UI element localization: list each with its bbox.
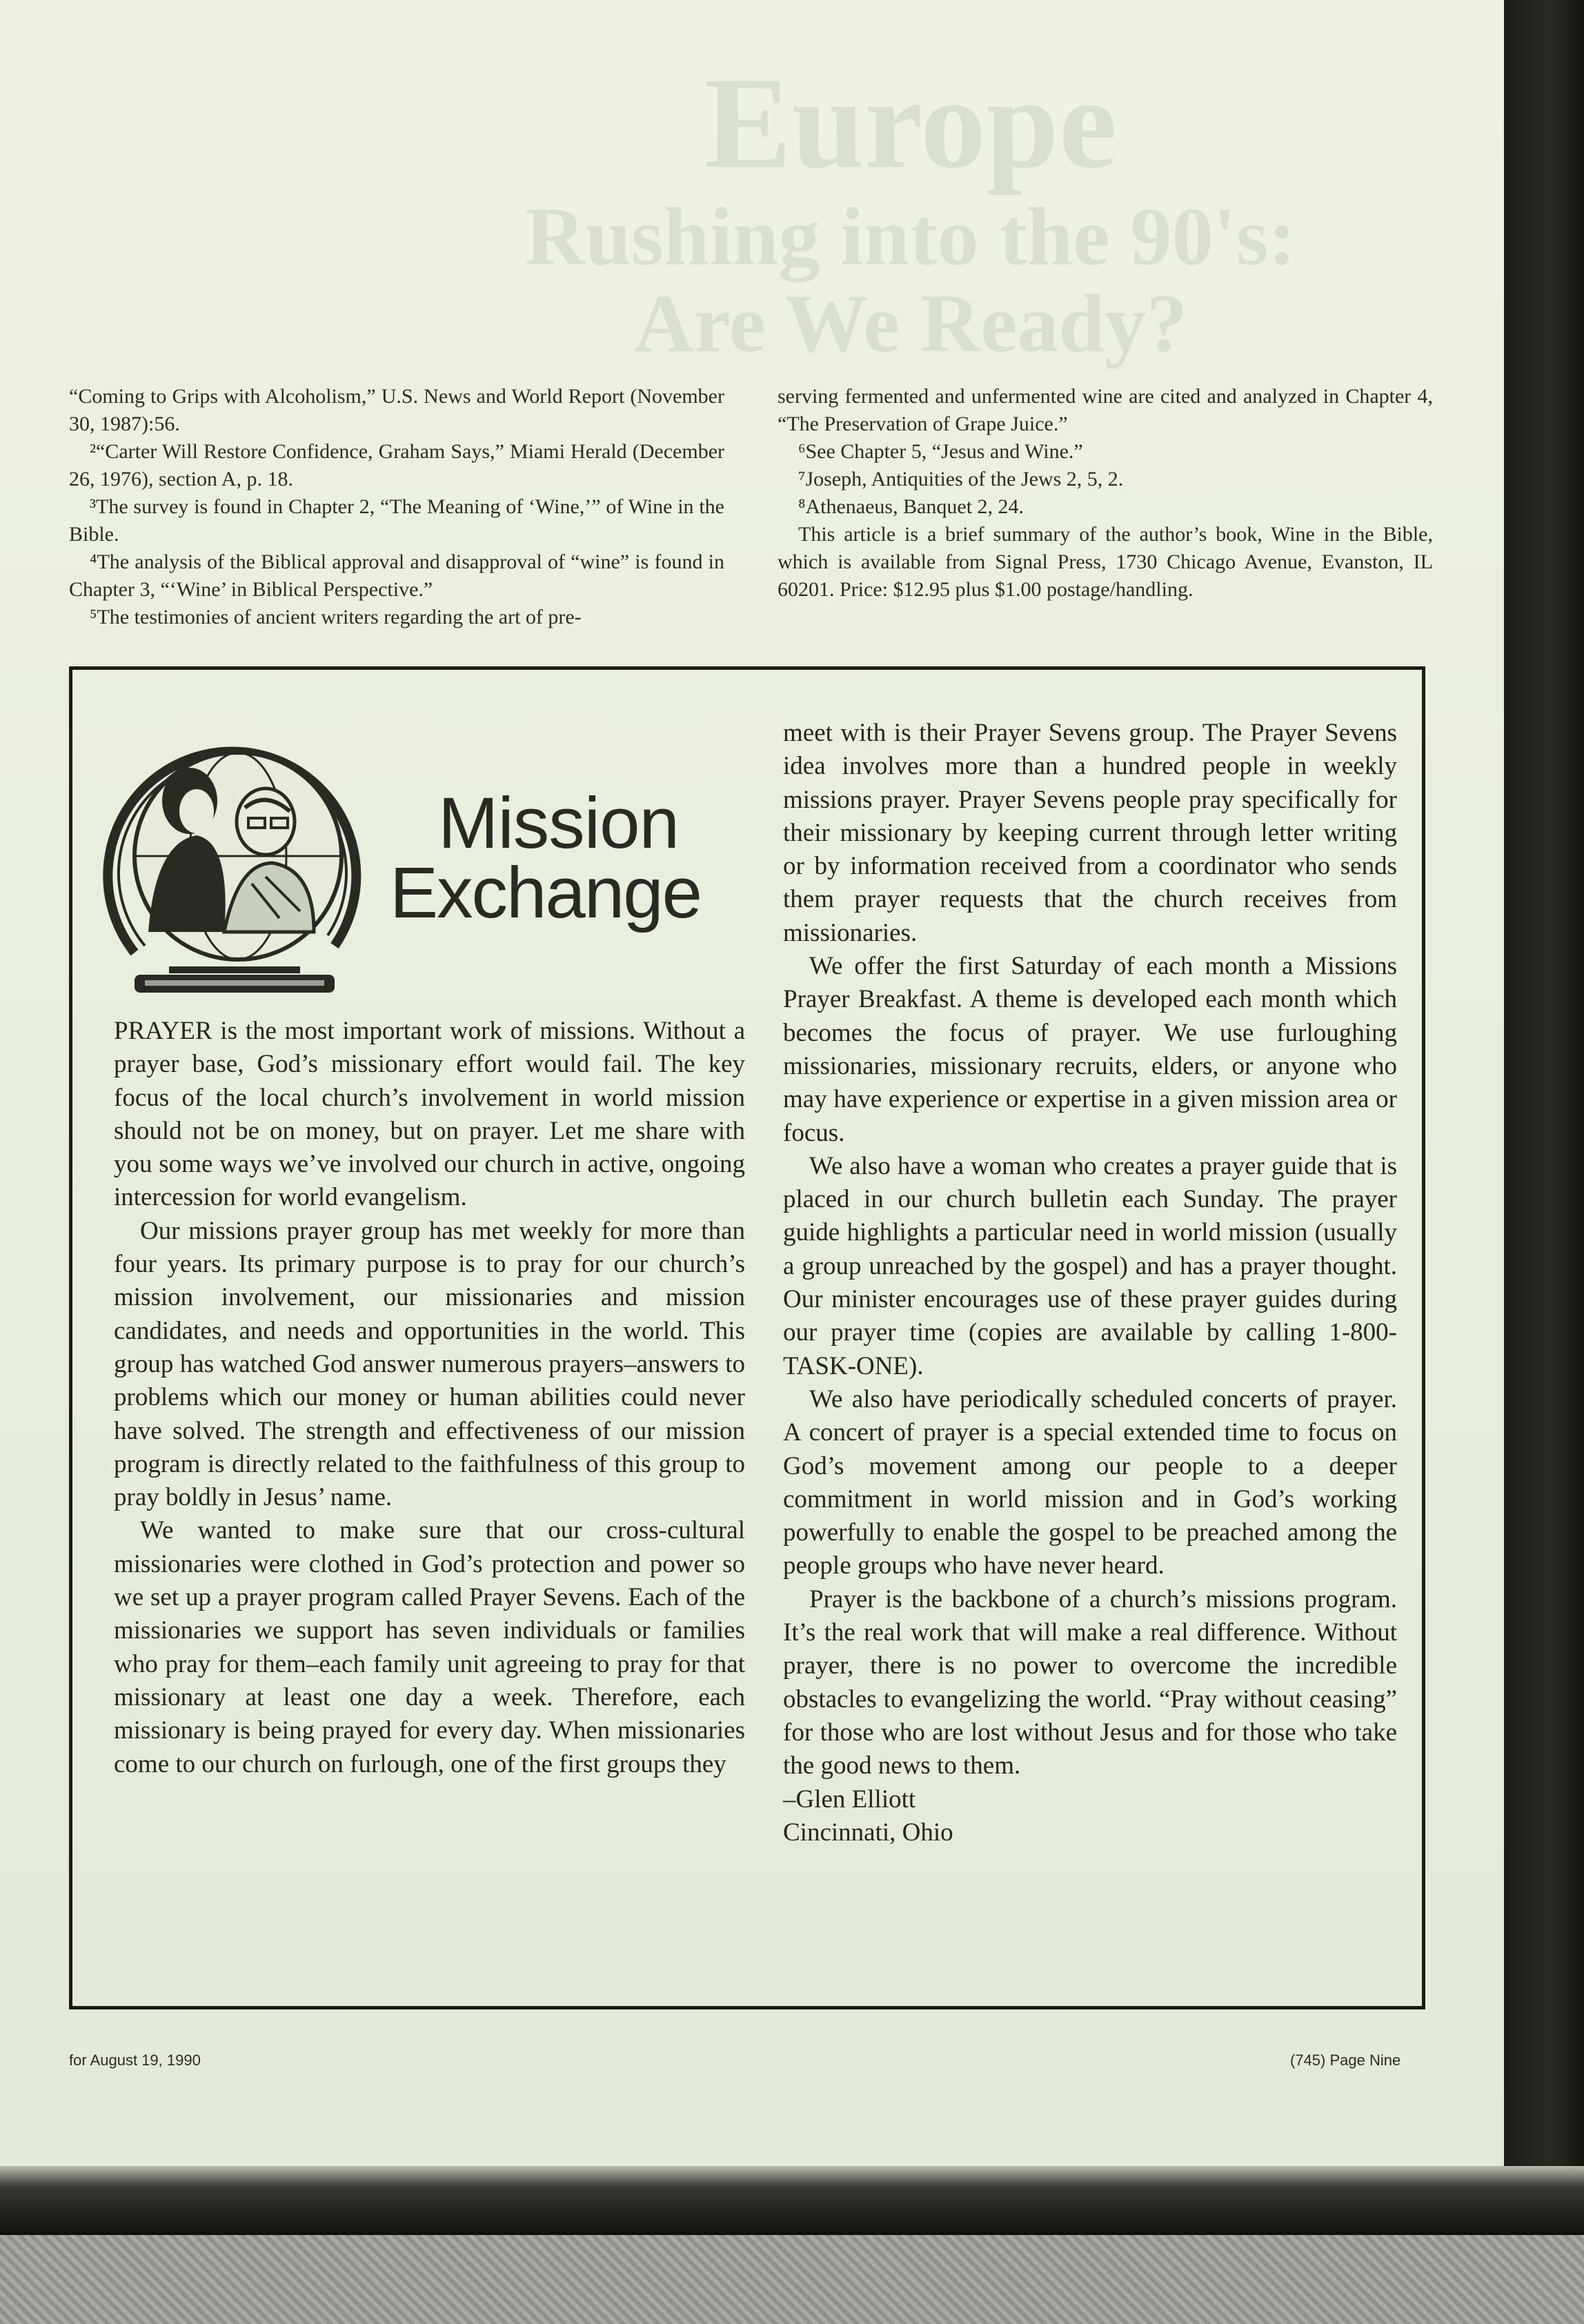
footnote: serving fermented and unfermented wine are cited and analyzed in Chapter 4, “The Preservation of Grape Juice.”	[778, 385, 1433, 435]
footnotes-right-column	[778, 383, 1433, 604]
mission-exchange-logo	[93, 725, 755, 1001]
author-name: –Glen Elliott	[783, 1785, 916, 1814]
author-location: Cincinnati, Ohio	[783, 1818, 953, 1847]
footnote: ⁸Athenaeus, Banquet 2, 24.	[798, 495, 1024, 518]
ghost-line-2: Rushing into the 90's:	[525, 190, 1296, 282]
background-fabric	[0, 2235, 1584, 2324]
logo-title-line-1: Mission	[438, 783, 679, 864]
footer-date: for August 19, 1990	[69, 2052, 201, 2069]
footnote: ³The survey is found in Chapter 2, “The Meaning of ‘Wine,’” of Wine in the Bible.	[69, 495, 724, 546]
article-paragraph: Our missions prayer group has met weekly for more than four years. Its primary purpose is to pray for our church’s mission involvement, our missionaries and mission candidates, and needs and opportunities in the world. This group has watched God answer numerous prayers–answers to problems which our money or human abilities could never have solved. The strength and effectiveness of our mission program is directly related to the faithfulness of this group to pray boldly in Jesus’ name.	[114, 1216, 745, 1512]
footnote: This article is a brief summary of the author’s book, Wine in the Bible, which is available from Signal Press, 1730 Chicago Avenue, Evanston, IL 60201. Price: $12.95 plus $1.00 postage/handling.	[778, 523, 1433, 601]
footnotes-left-column	[69, 383, 724, 631]
article-paragraph: meet with is their Prayer Sevens group. The Prayer Sevens idea involves more than a hundred people in weekly missions prayer. Prayer Sevens people pray specifically for their missionary by keeping current through letter writing or by information received from a coordinator who sends them prayer requests that the church receives from missionaries.	[783, 719, 1397, 947]
footer-page-number: (745) Page Nine	[1290, 2052, 1401, 2069]
article-paragraph: We also have periodically scheduled concerts of prayer. A concert of prayer is a special extended time to focus on God’s movement among our people to a deeper commitment in world mission and in God’s working powerfully to enable the gospel to be preached among the people groups who have never heard.	[783, 1384, 1397, 1580]
ghost-line-3: Are We Ready?	[633, 277, 1188, 369]
ghost-line-1: Europe	[704, 51, 1118, 196]
article-right-column	[783, 717, 1397, 1849]
footnote: ²“Carter Will Restore Confidence, Graham Says,” Miami Herald (December 26, 1976), section A, p. 18.	[69, 440, 724, 490]
article-paragraph: We also have a woman who creates a prayer guide that is placed in our church bulletin each Sunday. The prayer guide highlights a particular need in world mission (usually a group unreached by the gospel) and has a prayer thought. Our minister encourages use of these prayer guides during our prayer time (copies are available by calling 1-800-TASK-ONE).	[783, 1151, 1397, 1380]
footnote: ⁴The analysis of the Biblical approval and disapproval of “wine” is found in Chapter 3, “‘Wine’ in Biblical Perspective.”	[69, 550, 724, 601]
page-edge-shadow	[1504, 0, 1584, 2324]
logo-title-line-2: Exchange	[390, 853, 702, 933]
article-left-column	[114, 1015, 745, 1781]
article-paragraph: PRAYER is the most important work of missions. Without a prayer base, God’s missionary effort would fail. The key focus of the local church’s involvement in world mission should not be on money, but on prayer. Let me share with you some ways we’ve involved our church in active, ongoing intercession for world evangelism.	[114, 1017, 745, 1212]
article-paragraph: We wanted to make sure that our cross-cultural missionaries were clothed in God’s protection and power so we set up a prayer program called Prayer Sevens. Each of the missionaries we support has seven individuals or families who pray for them–each family unit agreeing to pray for that missionary at least one day a week. Therefore, each missionary is being prayed for every day. When missionaries come to our church on furlough, one of the first groups they	[114, 1516, 745, 1778]
globe-with-people-icon	[93, 725, 390, 1001]
bottom-shadow	[0, 2166, 1584, 2235]
footnote: ⁵The testimonies of ancient writers regarding the art of pre-	[90, 606, 582, 628]
footnote: “Coming to Grips with Alcoholism,” U.S. News and World Report (November 30, 1987):56.	[69, 385, 724, 435]
mission-exchange-box	[69, 666, 1425, 2009]
article-paragraph: We offer the first Saturday of each month a Missions Prayer Breakfast. A theme is developed each month which becomes the focus of prayer. We use furloughing missionaries, missionary recruits, elders, or anyone who may have experience or expertise in a given mission area or focus.	[783, 952, 1397, 1147]
article-paragraph: Prayer is the backbone of a church’s missions program. It’s the real work that will make a real difference. Without prayer, there is no power to overcome the incredible obstacles to evangelizing the world. “Pray without ceasing” for those who are lost without Jesus and for those who take the good news to them.	[783, 1585, 1397, 1780]
show-through-title	[386, 51, 1435, 373]
footnote: ⁶See Chapter 5, “Jesus and Wine.”	[798, 440, 1083, 463]
mission-exchange-title	[390, 783, 702, 933]
footnote: ⁷Joseph, Antiquities of the Jews 2, 5, 2.	[798, 468, 1124, 490]
